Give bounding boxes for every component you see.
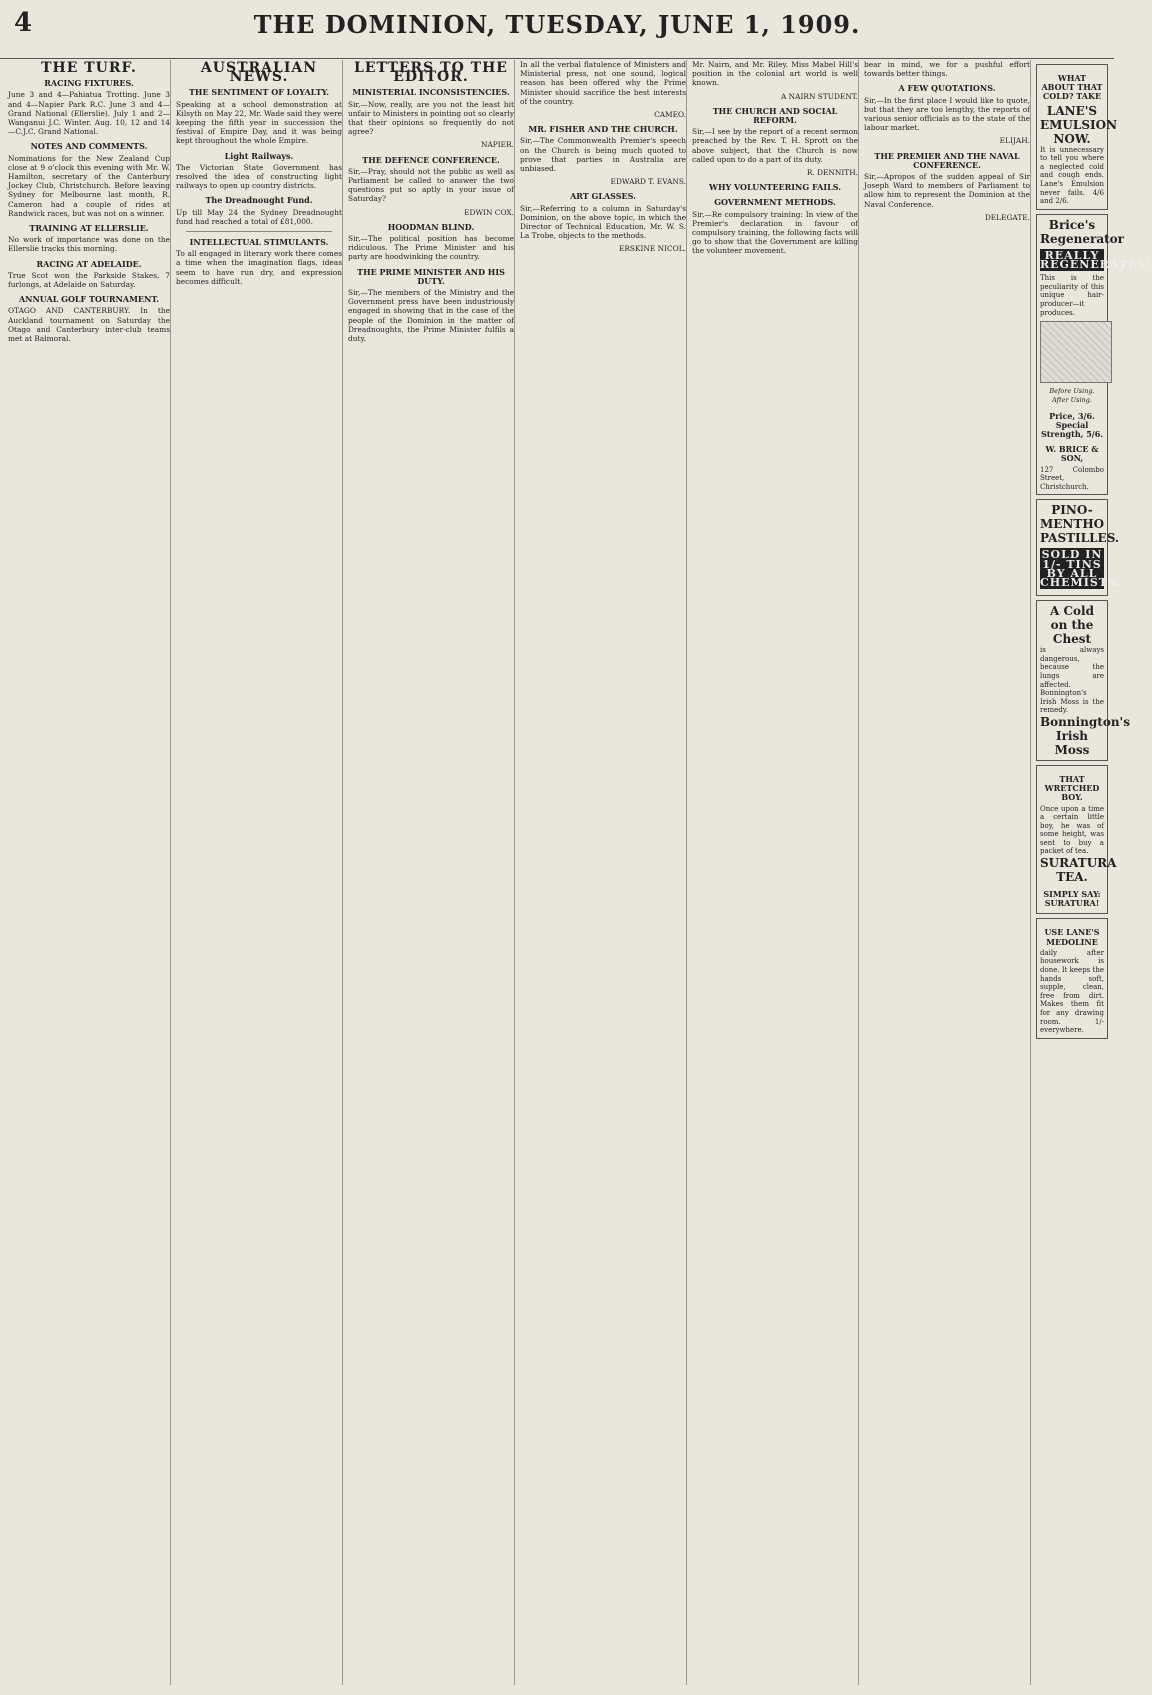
letter-signature: EDWARD T. EVANS. [610,177,686,187]
column-letters-continued [520,60,687,1685]
ad-seller: W. BRICE & SON, [1045,444,1099,464]
ad-title: SURATURA TEA. [1040,856,1117,885]
ad-lanes-medoline [1036,918,1108,1038]
letter-signature: DELEGATE. [984,212,1030,222]
subheading: ART GLASSES. [570,191,636,202]
ad-suratura-tea [1036,765,1117,915]
ad-title: USE LANE'S MEDOLINE [1044,927,1100,947]
newspaper-title: THE DOMINION, TUESDAY, JUNE 1, 1909. [253,10,861,39]
ad-text: This is the peculiarity of this unique hair-producer—it produces. [1040,274,1104,317]
caption-before: Before Using. [1049,387,1095,396]
column-australian-news [176,60,343,1685]
article-text: June 3 and 4—Pahiatua Trotting. June 3 and 4—Napier Park R.C. June 3 and 4—Grand National (Ellerslie). July 1 and 2—Wanganui J.C. Winter. Aug. 10, 12 and 14—C.J.C. Grand National. [8,90,170,137]
subheading: HOODMAN BLIND. [387,221,475,232]
letter-signature: ELIJAH. [999,136,1030,146]
letter-signature: EDWIN COX. [464,207,514,217]
ad-title: PINO-MENTHO [1040,503,1105,532]
letter-signature: CAMEO. [654,110,686,120]
letter-text: Sir,—Re compulsory training: In view of the Premier's declaration in favour of compulsory training, the following facts will go to show that the Government are killing the volunteer movement. [692,209,858,256]
ad-pino-mentho [1036,499,1122,596]
letter-text: Sir,—The members of the Ministry and the Government press have been industriously engaged in showing that in the case of the people of the Dominion in the matter of Dreadnoughts, the Prime Minister fulfils a duty. [348,288,514,344]
letter-text: Sir,—Apropos of the sudden appeal of Sir Joseph Ward to members of Parliament to allow him to represent the Dominion at the Naval Conference. [864,172,1030,209]
subheading: INTELLECTUAL STIMULANTS. [189,237,329,248]
article-text: True Scot won the Parkside Stakes, 7 furlongs, at Adelaide on Saturday. [8,270,170,290]
article-text: Speaking at a school demonstration at Kilsyth on May 22, Mr. Wade said they were keeping the fifth year in succession the festival of Empire Day, and it was being kept throughout the whole Empire. [176,99,342,146]
ad-price: Price, 3/6. Special Strength, 5/6. [1040,410,1104,439]
divider [186,231,332,232]
ad-banner: SOLD IN 1/- TINS BY ALL CHEMISTS. [1040,548,1122,589]
section-heading-letters: LETTERS TO THE EDITOR. [354,60,508,86]
subheading: The Dreadnought Fund. [205,195,313,206]
caption-after: After Using. [1052,396,1092,405]
subheading: RACING FIXTURES. [44,78,134,89]
column-advertisements [1036,60,1152,1685]
ad-irish-moss [1036,600,1130,761]
ad-title: Brice's Regenerator [1040,217,1124,246]
subheading: A FEW QUOTATIONS. [898,83,996,94]
ad-text: is always dangerous, because the lungs are affected. Bonnington's Irish Moss is the remedy. [1040,646,1104,715]
column-letters-4 [864,60,1031,1685]
ad-title: A Cold on the Chest [1050,604,1094,647]
subheading: THE SENTIMENT OF LOYALTY. [188,87,330,98]
subheading: WHY VOLUNTEERING FAILS. [708,182,842,193]
article-text: Nominations for the New Zealand Cup close at 9 o'clock this evening with Mr. W. Hamilton, secretary of the Canterbury Jockey Club, Christchurch. Before leaving Sydney for Melbourne last month, R. Cameron had a couple of rides at Randwick races, but was not on a winner. [8,153,170,218]
ad-subtitle: PASTILLES. [1040,531,1120,546]
ad-lanes-emulsion [1036,64,1118,210]
subheading: GOVERNMENT METHODS. [714,197,836,208]
subheading: THE PRIME MINISTER AND HIS DUTY. [357,266,505,286]
article-text: OTAGO AND CANTERBURY. In the Auckland tournament on Saturday the Otago and Canterbury inter-club teams met at Balmoral. [8,306,170,344]
letter-text: Sir,—The Commonwealth Premier's speech on the Church is being much quoted to prove that parties in Australia are unbiased. [520,136,686,174]
portrait-illustration [1040,321,1112,383]
ad-brices-regenerator [1036,214,1152,496]
subheading: THE DEFENCE CONFERENCE. [362,154,500,165]
subheading: TRAINING AT ELLERSLIE. [29,223,149,234]
ad-title: LANE'S EMULSION NOW. [1040,103,1118,146]
column-letters [348,60,515,1685]
ad-address: 127 Colombo Street, Christchurch. [1040,465,1104,491]
subheading: THE PREMIER AND THE NAVAL CONFERENCE. [874,150,1020,170]
ad-heading: WHAT ABOUT THAT COLD? TAKE [1041,73,1103,102]
letter-text: Sir,—I see by the report of a recent sermon preached by the Rev. T. H. Sprott on the above subject, that the Church is now called upon to do a part of its duty. [692,127,858,164]
subheading: RACING AT ADELAIDE. [36,258,142,269]
article-text: The Victorian State Government has resolved the idea of constructing light railways to open up country districts. [176,162,342,191]
ad-text: It is unnecessary to tell you where a neglected cold and cough ends. Lane's Emulsion never fails. 4/6 and 2/6. [1040,145,1104,206]
section-heading-turf: THE TURF. [41,60,137,76]
subheading: NOTES AND COMMENTS. [30,141,148,152]
letter-text: bear in mind, we for a pushful effort towards better things. [864,60,1030,79]
ad-heading: THAT WRETCHED BOY. [1044,773,1100,803]
subheading: MR. FISHER AND THE CHURCH. [528,124,678,135]
article-text: To all engaged in literary work there comes a time when the imagination flags, ideas seem to have run dry, and expression becomes difficult. [176,249,342,286]
letter-signature: ERSKINE NICOL. [618,244,686,254]
letter-signature: R. DENNITH. [806,168,858,178]
subheading: ANNUAL GOLF TOURNAMENT. [18,294,160,305]
ad-banner: REALLY REGENERATES! [1040,248,1152,271]
letter-text: Sir,—Referring to a column in Saturday's Dominion, on the above topic, in which the Director of Technical Education, Mr. W. S. La Trobe, objects to the methods. [520,203,686,241]
letter-text: Mr. Nairn, and Mr. Riley. Miss Mabel Hill's position in the colonial art world is well known. [692,60,858,88]
letter-text: Sir,—The political position has become ridiculous. The Prime Minister and his party are hoodwinking the country. [348,234,514,262]
masthead [0,0,1114,59]
letter-text: In all the verbal flatulence of Ministers and Ministerial press, not one sound, logical reason has been offered why the Prime Minister should sacrifice the best interests of the country. [520,60,686,106]
subheading: Light Railways. [224,150,294,161]
letter-text: Sir,—In the first place I would like to quote, but that they are too lengthy, the reports of various senior officials as to the state of the labour market. [864,95,1030,133]
letter-signature: A NAIRN STUDENT. [781,91,858,101]
letter-text: Sir,—Pray, should not the public as well as Parliament be called to answer the two questions put so aptly in your issue of Saturday? [348,166,514,204]
page-number: 4 [14,8,33,38]
article-text: No work of importance was done on the Ellerslie tracks this morning. [8,235,170,254]
article-text: Up till May 24 the Sydney Dreadnought fund had reached a total of £81,000. [176,207,342,226]
column-turf [8,60,171,1685]
ad-text: Once upon a time a certain little boy, he was of some height, was sent to buy a packet of tea. [1040,804,1104,856]
ad-product-name: Bonnington's Irish Moss [1040,714,1130,757]
ad-slogan: SIMPLY SAY: SURATURA! [1043,889,1101,909]
letter-text: Sir,—Now, really, are you not the least bit unfair to Ministers in pointing out so clearly that their opinions so frequently do not agree? [348,99,514,137]
section-heading-australian-news: AUSTRALIAN NEWS. [200,60,318,86]
ad-text: daily after housework is done. It keeps the hands soft, supple, clean, free from dirt. Makes them fit for any drawing room. 1/- everywhere. [1040,948,1104,1035]
subheading: MINISTERIAL INCONSISTENCIES. [352,87,510,98]
subheading: THE CHURCH AND SOCIAL REFORM. [712,105,838,126]
letter-signature: NAPIER. [480,140,514,150]
column-letters-3 [692,60,859,1685]
